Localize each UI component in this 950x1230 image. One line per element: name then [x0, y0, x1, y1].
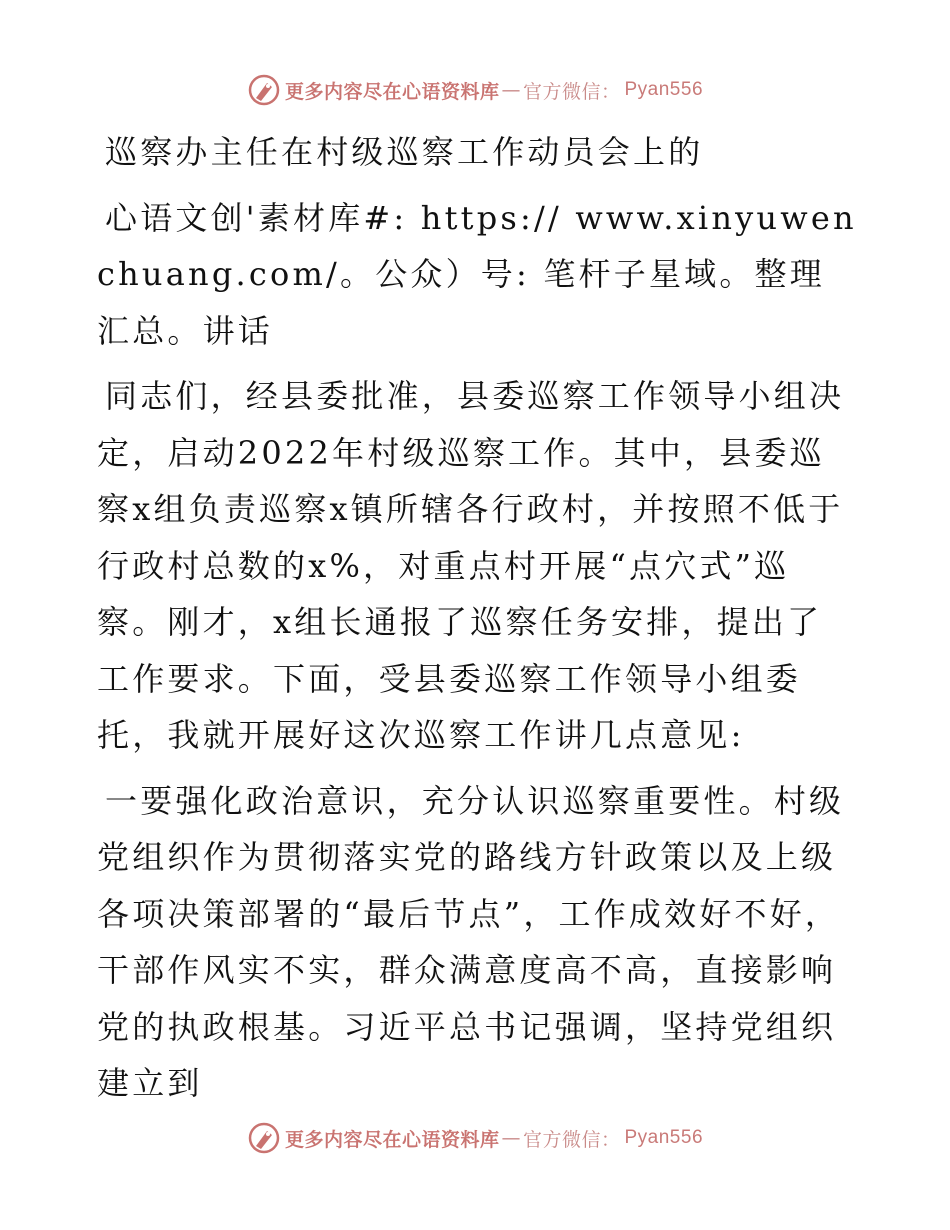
- watermark-main-text: 更多内容尽在心语资料库: [284, 1128, 500, 1151]
- paragraph-opening: 同志们，经县委批准，县委巡察工作领导小组决定，启动2022年村级巡察工作。其中，县委巡察x组负责巡察x镇所辖各行政村，并按照不低于行政村总数的x%，对重点村开展“点穴式”巡察。刚才，x组长通报了巡察任务安排，提出了工作要求。下面，受县委巡察工作领导小组委托，我就开展好这次巡察工作讲几点意见:: [97, 377, 845, 754]
- header-watermark: [0, 70, 950, 110]
- document-title: 巡察办主任在村级巡察工作动员会上的: [105, 133, 704, 171]
- watermark-separator: —: [501, 79, 521, 101]
- document-body: [97, 124, 857, 1121]
- paragraph-point-one: 一要强化政治意识，充分认识巡察重要性。村级党组织作为贯彻落实党的路线方针政策以及上级各项决策部署的“最后节点”，工作成效好不好，干部作风实不实，群众满意度高不高，直接影响党的执政根基。习近平总书记强调，坚持党组织建立到: [97, 781, 845, 1102]
- paragraph-source: 心语文创'素材库#: https:// www.xinyuwenchuang.com/。公众）号: 笔杆子星域。整理汇总。讲话: [97, 198, 857, 350]
- watermark-wechat-label: 官方微信：: [522, 1128, 621, 1151]
- footer-watermark: [0, 1118, 950, 1158]
- watermark-account: Pyan556: [624, 1127, 704, 1148]
- watermark-account: Pyan556: [624, 79, 704, 100]
- watermark-wechat-label: 官方微信：: [522, 80, 621, 103]
- pen-nib-logo-icon: [247, 1121, 281, 1155]
- watermark-separator: —: [501, 1127, 521, 1149]
- pen-nib-logo-icon: [247, 73, 281, 107]
- watermark-main-text: 更多内容尽在心语资料库: [284, 80, 500, 103]
